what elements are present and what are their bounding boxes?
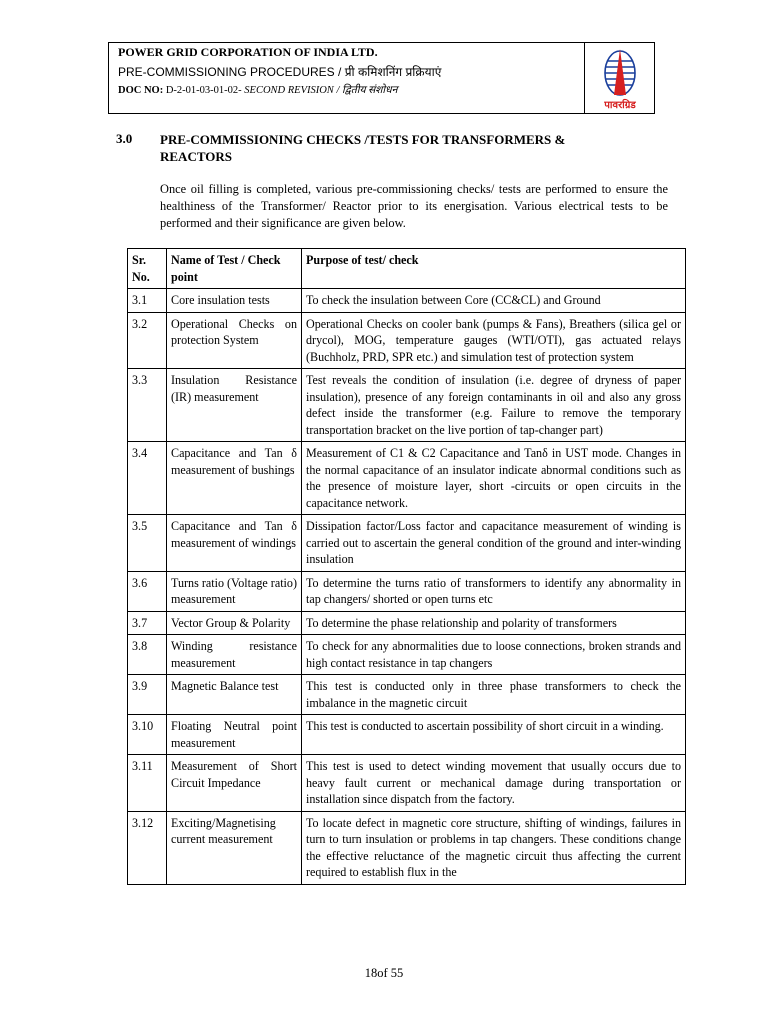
row-test-name: Measurement of Short Circuit Impedance — [167, 755, 302, 812]
row-purpose: To determine the turns ratio of transformers to identify any abnormality in tap changers/ shorted or open turns etc — [302, 571, 686, 611]
row-purpose: Dissipation factor/Loss factor and capacitance measurement of winding is carried out to ascertain the general condition of the ground and inter-winding insulation — [302, 515, 686, 572]
header-purpose: Purpose of test/ check — [302, 249, 686, 289]
row-test-name: Operational Checks on protection System — [167, 312, 302, 369]
row-sr-no: 3.12 — [128, 811, 167, 884]
row-sr-no: 3.10 — [128, 715, 167, 755]
row-test-name: Capacitance and Tan δ measurement of bushings — [167, 442, 302, 515]
row-purpose: This test is used to detect winding movement that usually occurs due to heavy fault current or mechanical damage during transportation or installation since dispatch from the factory. — [302, 755, 686, 812]
section-title: PRE-COMMISSIONING CHECKS /TESTS FOR TRANSFORMERS & REACTORS — [160, 132, 566, 164]
row-sr-no: 3.4 — [128, 442, 167, 515]
powergrid-logo — [592, 45, 648, 113]
row-sr-no: 3.5 — [128, 515, 167, 572]
row-sr-no: 3.1 — [128, 289, 167, 313]
row-sr-no: 3.3 — [128, 369, 167, 442]
row-test-name: Capacitance and Tan δ measurement of windings — [167, 515, 302, 572]
section-number: 3.0 — [116, 131, 133, 146]
doc-no-label: DOC NO: — [118, 85, 164, 96]
row-sr-no: 3.7 — [128, 611, 167, 635]
row-test-name: Insulation Resistance (IR) measurement — [167, 369, 302, 442]
table-row — [128, 811, 686, 884]
header-divider — [584, 43, 585, 113]
revision-label: SECOND REVISION / द्वितीय संशोधन — [244, 85, 398, 96]
row-purpose: This test is conducted to ascertain possibility of short circuit in a winding. — [302, 715, 686, 755]
row-sr-no: 3.8 — [128, 635, 167, 675]
intro-paragraph: Once oil filling is completed, various pre-commissioning checks/ tests are performed to ensure the healthiness of the Transformer/ Reactor prior to its energisation. Various electrical tests to be performed and their significance are given below. — [160, 182, 668, 230]
company-name: POWER GRID CORPORATION OF INDIA LTD. — [118, 45, 378, 59]
header-test-name: Name of Test / Check point — [167, 249, 302, 289]
row-sr-no: 3.11 — [128, 755, 167, 812]
table-row — [128, 571, 686, 611]
table-header-row — [128, 249, 686, 289]
row-sr-no: 3.6 — [128, 571, 167, 611]
row-test-name: Winding resistance measurement — [167, 635, 302, 675]
tests-table — [127, 248, 686, 885]
table-row — [128, 312, 686, 369]
table-row — [128, 611, 686, 635]
row-sr-no: 3.9 — [128, 675, 167, 715]
doc-number-line — [118, 83, 397, 97]
row-test-name: Magnetic Balance test — [167, 675, 302, 715]
table-row — [128, 675, 686, 715]
row-test-name: Vector Group & Polarity — [167, 611, 302, 635]
table-row — [128, 369, 686, 442]
procedures-title: PRE-COMMISSIONING PROCEDURES / प्री कमिशनिंग प्रक्रियाएं — [118, 65, 442, 79]
row-purpose: To check for any abnormalities due to loose connections, broken strands and high contact resistance in tap changers — [302, 635, 686, 675]
table-row — [128, 635, 686, 675]
row-test-name: Exciting/Magnetising current measurement — [167, 811, 302, 884]
row-purpose: Operational Checks on cooler bank (pumps & Fans), Breathers (silica gel or drycol), MOG, temperature gauges (WTI/OTI), gas actuated relays (Buchholz, PRD, SPR etc.) and simulation test of protection system — [302, 312, 686, 369]
table-row — [128, 715, 686, 755]
table-row — [128, 515, 686, 572]
document-header — [108, 42, 655, 114]
row-test-name: Turns ratio (Voltage ratio) measurement — [167, 571, 302, 611]
row-sr-no: 3.2 — [128, 312, 167, 369]
row-test-name: Floating Neutral point measurement — [167, 715, 302, 755]
row-purpose: This test is conducted only in three phase transformers to check the imbalance in the magnetic circuit — [302, 675, 686, 715]
row-test-name: Core insulation tests — [167, 289, 302, 313]
logo-text: पावरग्रिड — [604, 100, 636, 111]
row-purpose: To check the insulation between Core (CC&CL) and Ground — [302, 289, 686, 313]
row-purpose: Measurement of C1 & C2 Capacitance and Tanδ in UST mode. Changes in the normal capacitance of an insulator indicate abnormal conditions such as the presence of moisture layer, short -circuits or open circuits in the capacitance network. — [302, 442, 686, 515]
table-row — [128, 755, 686, 812]
table-row — [128, 442, 686, 515]
doc-no-value: D-2-01-03-01-02- — [165, 85, 242, 96]
page-number: 18of 55 — [364, 966, 404, 980]
row-purpose: Test reveals the condition of insulation (i.e. degree of dryness of paper insulation), presence of any foreign contaminants in oil and also any gross defect inside the transformer (e.g. Failure to remove the temporary transportation bracket on the live portion of tap-changer part) — [302, 369, 686, 442]
row-purpose: To locate defect in magnetic core structure, shifting of windings, failures in turn to turn insulation or problems in tap changers. These conditions change the effective reluctance of the magnetic circuit thus affecting the current required to establish flux in the — [302, 811, 686, 884]
table-row — [128, 289, 686, 313]
row-purpose: To determine the phase relationship and polarity of transformers — [302, 611, 686, 635]
header-sr-no: Sr. No. — [128, 249, 167, 289]
